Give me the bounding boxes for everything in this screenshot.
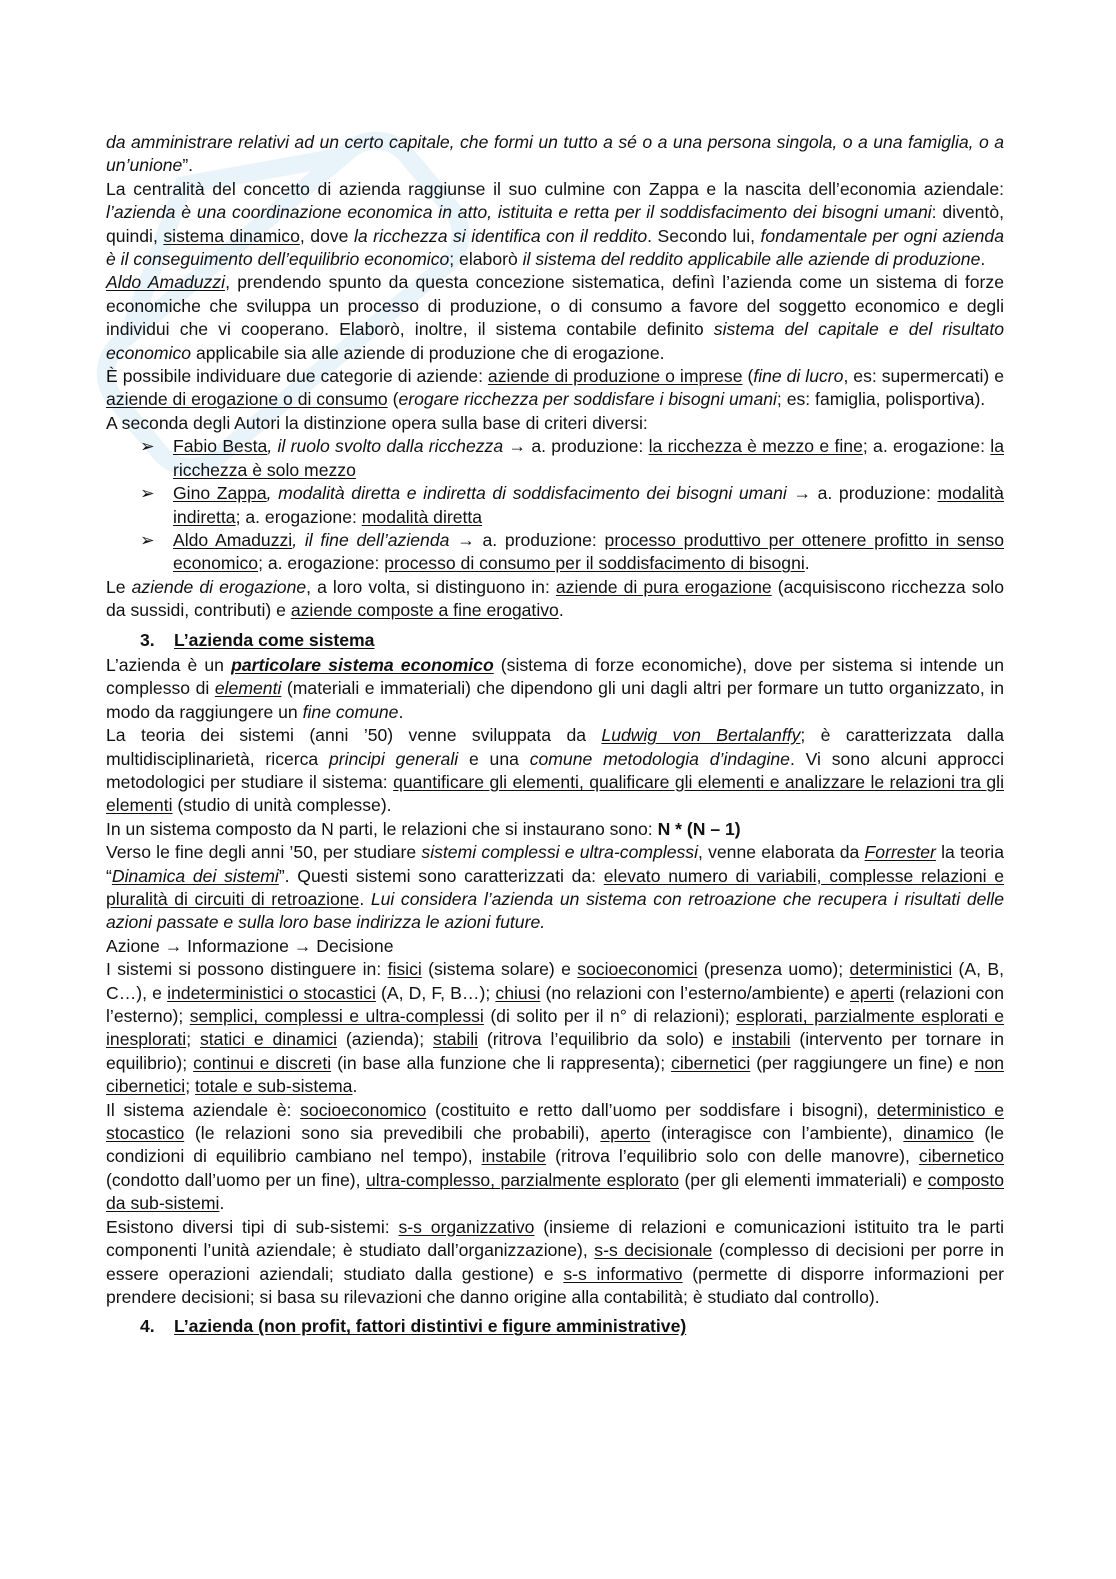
underlined-term: totale e sub-sistema [195,1076,353,1097]
paragraph-definition-end: da amministrare relativi ad un certo capitale, che formi un tutto a sé o a una persona singola, o a una famiglia, o a un’unione”. [106,132,1004,176]
underlined-term: dinamico [903,1123,974,1144]
text-run: (insieme di relazioni e comunicazioni istituito tra le parti componenti l’unità aziendale; è studiato dall’organizzazione), [106,1216,1004,1261]
underlined-term: indeterministici o stocastici [167,982,376,1003]
underlined-term: fisici [387,959,422,980]
paragraph-zappa: La centralità del concetto di azienda raggiunse il suo culmine con Zappa e la nascita dell’economia aziendale: l’azienda è una coordinazione economica in atto, istituita e retta per il soddisfacimento dei bisogni umani: diventò, quindi, sistema dinamico, dove la ricchezza si identifica con il reddito. Secondo lui, fondamentale per ogni azienda è il conseguimento dell’equilibrio economico; elaborò il sistema del reddito applicabile alle aziende di produzione. [106,178,1004,270]
text-run: (relazioni con l’esterno); [106,982,1004,1027]
arrow-right-icon: → [164,935,183,956]
paragraph-forrester: Verso le fine degli anni ’50, per studiare sistemi complessi e ultra-complessi, venne elaborata da Forrester la teoria “Dinamica dei sistemi”. Questi sistemi sono caratterizzati da: elevato numero di variabili, complesse relazioni e pluralità di circuiti di retroazione. Lui considera l’azienda un sistema con retroazione che recupera i risultati delle azioni passate e sulla loro base indirizza le azioni future. [106,842,1005,933]
text-run: (complesso di decisioni per porre in essere operazioni aziendali; studiato dalla gestione) e [106,1240,1004,1284]
text-run: (le relazioni sono sia prevedibili che probabili), [184,1123,601,1144]
bullet-list-autori [106,435,1004,575]
paragraph-azione-decisione: Azione → Informazione → Decisione [106,935,394,956]
text-run: . [219,1193,225,1214]
text-run: (presenza uomo); [697,959,850,980]
text-run: (in base alla funzione che li rappresenta); [331,1052,672,1073]
text-run: (A, B, C…), e [106,959,1004,1003]
text-run: ; [185,1076,195,1097]
text-run: (per gli elementi immateriali) e [679,1169,928,1190]
arrow-right-icon: → [293,935,312,956]
text-run: . [352,1076,358,1097]
paragraph-categorie: È possibile individuare due categorie di aziende: aziende di produzione o imprese (fine di lucro, es: supermercati) e aziende di erogazione o di consumo (erogare ricchezza per soddisfare i bisogni umani; es: famiglia, polisportiva). [106,366,1004,410]
underlined-term: socioeconomico [300,1099,427,1120]
paragraph-autori: A seconda degli Autori la distinzione opera sulla base di criteri diversi: [106,412,648,433]
underlined-term: cibernetici [671,1052,751,1073]
text-run: (ritrova l’equilibrio da solo) e [478,1029,732,1050]
paragraph-sub-sistemi [106,1216,1004,1310]
text-run: I sistemi si possono distinguere in: [106,959,388,980]
text-run: (no relazioni con l’esterno/ambiente) e [540,982,850,1003]
arrow-right-icon: → [457,529,475,550]
text-run: (le condizioni di equilibrio cambiano nel tempo), [106,1123,1004,1167]
arrow-right-icon: → [508,436,527,457]
paragraph-erogazione: Le aziende di erogazione, a loro volta, si distinguono in: aziende di pura erogazione (acquisiscono ricchezza solo da sussidi, contributi) e aziende composte a fine erogativo. [106,576,1005,621]
paragraph-tipi-sistemi [106,958,1004,1098]
text-run: (permette di disporre informazioni per prendere decisioni; si basa su rilevazioni che danno origine alla contabilità; è studiato dal controllo). [106,1263,1005,1307]
underlined-term: s-s organizzativo [398,1216,535,1237]
paragraph-amaduzzi: Aldo Amaduzzi, prendendo spunto da questa concezione sistematica, definì l’azienda come un sistema di forze economiche che sviluppa un processo di produzione, o di consumo a favore del soggetto economico e degli individui che vi cooperano. Elaborò, inoltre, il sistema contabile definito sistema del capitale e del risultato economico applicabile sia alle aziende di produzione che di erogazione. [106,272,1004,363]
text-run: (condotto dall’uomo per un fine), [106,1169,366,1190]
underlined-term: composto da sub-sistemi [106,1169,1004,1214]
underlined-term: non cibernetici [106,1052,1004,1097]
text-run: Il sistema aziendale è: [106,1099,301,1120]
text-run: (A, D, F, B…); [375,982,496,1003]
document-body [106,131,1004,1341]
underlined-term: chiusi [495,982,541,1003]
underlined-term: instabile [481,1146,547,1167]
underlined-term: ultra-complesso, parzialmente esplorato [365,1169,680,1190]
bullet-marker-icon: ➢ [140,529,155,550]
arrow-right-icon: → [793,483,812,504]
text-run: (interagisce con l’ambiente), [650,1123,904,1144]
list-item-amaduzzi: ➢ Aldo Amaduzzi, il fine dell’azienda → a. produzione: processo produttivo per ottenere profitto in senso economico; a. erogazione: processo di consumo per il soddisfacimento di bisogni. [140,529,1004,574]
bullet-marker-icon: ➢ [140,483,155,504]
underlined-term: s-s decisionale [594,1240,713,1261]
underlined-term: esplorati, parzialmente esplorati e inesplorati [106,1006,1005,1050]
underlined-term: continui e discreti [193,1052,332,1073]
underlined-term: semplici, complessi e ultra-complessi [189,1006,484,1027]
underlined-term: aperto [600,1123,651,1144]
text-run: (ritrova l’equilibrio solo con delle manovre), [546,1146,919,1167]
text-run: (costituito e retto dall’uomo per soddisfare i bisogni), [426,1099,877,1120]
section-heading-3: 3. L’azienda come sistema [140,629,375,650]
paragraph-sistema-aziendale [106,1099,1004,1216]
underlined-term: stabili [433,1029,479,1050]
underlined-term: instabili [731,1029,791,1050]
underlined-term: statici e dinamici [199,1029,338,1050]
list-item-zappa: ➢ Gino Zappa, modalità diretta e indiretta di soddisfacimento dei bisogni umani → a. produzione: modalità indiretta; a. erogazione: modalità diretta [140,483,1004,527]
underlined-term: socioeconomici [577,959,698,980]
text-run: (di solito per il n° di relazioni); [483,1006,737,1027]
underlined-term: aperti [849,982,894,1003]
list-item-besta: ➢ Fabio Besta, il ruolo svolto dalla ricchezza → a. produzione: la ricchezza è mezzo e fine; a. erogazione: la ricchezza è solo mezzo [140,436,1004,480]
paragraph-relazioni-formula: In un sistema composto da N parti, le relazioni che si instaurano sono: N * (N – 1) [106,818,741,839]
underlined-term: deterministici [849,959,953,980]
text-run: (sistema solare) e [421,959,578,980]
underlined-term: s-s informativo [563,1263,683,1284]
bullet-marker-icon: ➢ [140,436,155,457]
paragraph-sistema-economico: L’azienda è un particolare sistema economico (sistema di forze economiche), dove per sistema si intende un complesso di elementi (materiali e immateriali) che dipendono gli uni dagli altri per formare un tutto organizzato, in modo da raggiungere un fine comune. [106,654,1004,722]
text-run: ; [186,1029,200,1050]
text-run: (intervento per tornare in equilibrio); [106,1029,1005,1073]
underlined-term: cibernetico [918,1146,1004,1167]
underlined-term: deterministico e stocastico [106,1099,1004,1144]
section-heading-4: 4. L’azienda (non profit, fattori distintivi e figure amministrative) [140,1316,687,1337]
text-run: Esistono diversi tipi di sub-sistemi: [106,1216,399,1237]
paragraph-teoria-sistemi: La teoria dei sistemi (anni ’50) venne sviluppata da Ludwig von Bertalanffy; è caratterizzata dalla multidisciplinarietà, ricerca principi generali e una comune metodologia d’indagine. Vi sono alcuni approcci metodologici per studiare il sistema: quantificare gli elementi, qualificare gli elementi e analizzare le relazioni tra gli elementi (studio di unità complesse). [106,725,1005,816]
text-run: (per raggiungere un fine) e [750,1052,975,1073]
text-run: (azienda); [337,1029,434,1050]
